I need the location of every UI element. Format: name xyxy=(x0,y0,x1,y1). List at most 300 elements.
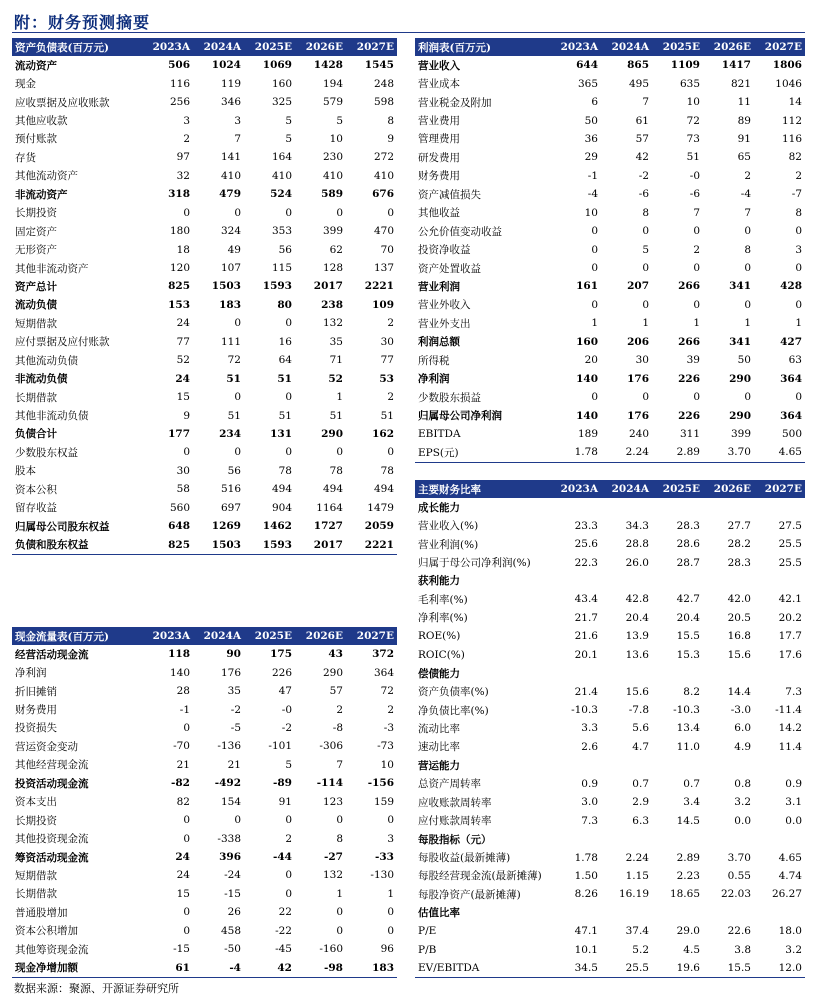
row-label: 净利润 xyxy=(418,373,450,386)
cell-value: 18 xyxy=(176,243,190,256)
table-row xyxy=(415,590,805,608)
cell-value: 506 xyxy=(168,59,190,72)
table-row xyxy=(12,56,397,74)
row-label: 营业费用 xyxy=(418,115,460,128)
cell-value: -7 xyxy=(791,188,802,201)
table-row xyxy=(415,185,805,203)
row-label: P/E xyxy=(418,925,437,938)
cell-value: 10 xyxy=(584,206,598,219)
cell-value: 24 xyxy=(176,317,190,330)
cell-value: 37.4 xyxy=(625,925,649,938)
cell-value: 42 xyxy=(244,958,295,977)
cell-value: 0 xyxy=(591,243,598,256)
table-row xyxy=(12,940,397,958)
row-label: 净利润 xyxy=(15,667,47,680)
cell-value: 73 xyxy=(686,132,700,145)
table-row xyxy=(415,443,805,462)
cell-value: 3.4 xyxy=(683,796,700,809)
cell-value: 116 xyxy=(781,132,802,145)
row-label: ROIC(%) xyxy=(418,648,465,661)
cell-value: 8 xyxy=(642,206,649,219)
cell-value: -15 xyxy=(173,943,190,956)
cell-value: 9 xyxy=(387,132,394,145)
row-label: 偿债能力 xyxy=(418,667,460,680)
row-label: 筹资活动现金流 xyxy=(15,851,89,864)
year-header: 2027E xyxy=(346,627,397,645)
cell-value: 16.8 xyxy=(727,630,751,643)
cell-value: 14.4 xyxy=(727,685,751,698)
row-label: 短期借款 xyxy=(15,869,57,882)
cell-value: -4 xyxy=(740,188,751,201)
cell-value: 51 xyxy=(329,409,343,422)
table-row xyxy=(415,333,805,351)
income-statement-table xyxy=(415,38,805,463)
cell-value xyxy=(754,498,805,516)
cell-value: 248 xyxy=(373,77,394,90)
cell-value: 15 xyxy=(176,391,190,404)
cell-value: 11.4 xyxy=(778,740,802,753)
row-label: 经营活动现金流 xyxy=(15,648,89,661)
cell-value: 1503 xyxy=(193,535,244,554)
cell-value: 0 xyxy=(591,298,598,311)
cell-value: 82 xyxy=(176,795,190,808)
cell-value: 1 xyxy=(387,887,394,900)
year-header: 2023A xyxy=(142,627,193,645)
table-row xyxy=(12,462,397,480)
cell-value: 161 xyxy=(576,280,598,293)
cell-value: 72 xyxy=(227,354,241,367)
cell-value: 42 xyxy=(635,151,649,164)
cell-value: 13.4 xyxy=(676,722,700,735)
cell-value: 109 xyxy=(372,298,394,311)
cell-value: 7 xyxy=(744,206,751,219)
cell-value: 39 xyxy=(686,354,700,367)
cell-value: 2 xyxy=(693,243,700,256)
row-label: 普通股增加 xyxy=(15,906,68,919)
row-label: 营业收入(%) xyxy=(418,520,479,533)
cell-value: 500 xyxy=(781,427,802,440)
cell-value: 43.4 xyxy=(574,593,598,606)
cell-value: 0 xyxy=(336,906,343,919)
cell-value: 0.9 xyxy=(581,777,598,790)
cell-value: 230 xyxy=(322,151,343,164)
table-row xyxy=(12,517,397,535)
row-label: ROE(%) xyxy=(418,630,461,643)
row-label: 营业利润(%) xyxy=(418,538,479,551)
year-header: 2023A xyxy=(142,38,193,56)
cell-value: 78 xyxy=(329,464,343,477)
cell-value: 27.7 xyxy=(727,519,751,532)
cell-value: -98 xyxy=(295,958,346,977)
cell-value: 6.3 xyxy=(632,814,649,827)
cell-value: 189 xyxy=(577,427,598,440)
cell-value: 0 xyxy=(387,924,394,937)
cell-value: 64 xyxy=(278,354,292,367)
cell-value xyxy=(652,664,703,682)
year-header: 2025E xyxy=(652,480,703,498)
cell-value: 29.0 xyxy=(676,925,700,938)
table-row xyxy=(415,498,805,516)
cell-value: 0 xyxy=(183,721,190,734)
cell-value: 11.0 xyxy=(676,740,700,753)
cell-value: 58 xyxy=(176,483,190,496)
table-header-title: 利润表(百万元) xyxy=(415,38,550,56)
cell-value: 0 xyxy=(795,391,802,404)
table-row xyxy=(12,314,397,332)
cell-value: 8 xyxy=(795,206,802,219)
cell-value: 0 xyxy=(285,814,292,827)
cell-value: 14.5 xyxy=(676,814,700,827)
cell-value: 3.0 xyxy=(581,796,598,809)
cell-value: 1593 xyxy=(244,535,295,554)
table-header-row xyxy=(12,627,397,645)
cell-value: -82 xyxy=(171,777,190,790)
cell-value: 1 xyxy=(336,391,343,404)
cell-value: 365 xyxy=(577,77,598,90)
cell-value: 57 xyxy=(329,685,343,698)
row-label: 现金净增加额 xyxy=(12,958,142,977)
row-label: 投资净收益 xyxy=(418,244,471,257)
cell-value: 0 xyxy=(285,317,292,330)
cell-value: 8 xyxy=(336,832,343,845)
table-row xyxy=(415,848,805,866)
table-row xyxy=(12,167,397,185)
cell-value: 1.78 xyxy=(574,851,598,864)
table-header-row xyxy=(415,480,805,498)
cell-value: 1806 xyxy=(772,59,802,72)
cell-value: 2.9 xyxy=(632,796,649,809)
cell-value: 353 xyxy=(271,225,292,238)
cell-value: 325 xyxy=(271,96,292,109)
table-row xyxy=(12,425,397,443)
cell-value: 29 xyxy=(584,151,598,164)
cell-value: 24 xyxy=(176,869,190,882)
year-header: 2023A xyxy=(550,480,601,498)
row-label: 长期借款 xyxy=(15,888,57,901)
row-label: 资本公积增加 xyxy=(15,925,78,938)
table-row xyxy=(12,204,397,222)
cell-value: 77 xyxy=(176,335,190,348)
cell-value: 272 xyxy=(373,151,394,164)
cell-value: 28.6 xyxy=(676,538,700,551)
cell-value: 0 xyxy=(693,262,700,275)
table-row xyxy=(415,56,805,74)
table-row xyxy=(12,148,397,166)
row-label: 负债和股东权益 xyxy=(12,535,142,554)
row-label: 所得税 xyxy=(418,354,450,367)
row-label: 折旧摊销 xyxy=(15,685,57,698)
cell-value xyxy=(703,664,754,682)
cell-value: 5.6 xyxy=(632,722,649,735)
cell-value: 63 xyxy=(788,354,802,367)
row-label: 归属母公司净利润 xyxy=(418,410,502,423)
table-row xyxy=(12,443,397,461)
cell-value: 42.1 xyxy=(778,593,802,606)
table-row xyxy=(415,609,805,627)
cell-value: 290 xyxy=(729,372,751,385)
cell-value: 904 xyxy=(271,501,292,514)
cell-value: 80 xyxy=(277,298,292,311)
row-label: 营业税金及附加 xyxy=(418,96,492,109)
cell-value: 0 xyxy=(183,906,190,919)
cell-value: -2 xyxy=(281,721,292,734)
cell-value: 19.6 xyxy=(652,959,703,978)
cell-value: 226 xyxy=(678,409,700,422)
cell-value: 82 xyxy=(788,151,802,164)
cell-value: 28.7 xyxy=(676,556,700,569)
cell-value: -0 xyxy=(281,703,292,716)
cell-value: 1 xyxy=(744,317,751,330)
row-label: 留存收益 xyxy=(15,502,57,515)
cell-value: 112 xyxy=(781,114,802,127)
cell-value xyxy=(703,756,754,774)
cell-value: -4 xyxy=(193,958,244,977)
cell-value: 6.0 xyxy=(734,722,751,735)
table-row xyxy=(415,664,805,682)
row-label: 资本公积 xyxy=(15,483,57,496)
cell-value: 2 xyxy=(336,703,343,716)
table-row xyxy=(12,240,397,258)
table-row xyxy=(415,756,805,774)
cell-value: 26.0 xyxy=(625,556,649,569)
cell-value: 140 xyxy=(576,409,598,422)
cell-value: -22 xyxy=(275,924,292,937)
table-row xyxy=(415,682,805,700)
cell-value: 10 xyxy=(686,96,700,109)
cell-value: 3.70 xyxy=(727,851,751,864)
cell-value: 0.0 xyxy=(734,814,751,827)
cell-value: 5.2 xyxy=(632,943,649,956)
cell-value: 644 xyxy=(576,59,598,72)
cell-value: 51 xyxy=(278,409,292,422)
row-label: 财务费用 xyxy=(15,704,57,717)
row-label: 非流动资产 xyxy=(15,188,68,201)
cell-value: 35 xyxy=(329,335,343,348)
cell-value: 16.19 xyxy=(618,888,649,901)
cell-value: 89 xyxy=(737,114,751,127)
cell-value: 399 xyxy=(730,427,751,440)
row-label: 现金 xyxy=(15,78,36,91)
table-row xyxy=(415,719,805,737)
cell-value: -44 xyxy=(273,851,292,864)
cell-value: 2.24 xyxy=(625,851,649,864)
cell-value: 2221 xyxy=(346,535,397,554)
cell-value: 0 xyxy=(183,814,190,827)
table-row xyxy=(12,369,397,387)
cell-value xyxy=(652,904,703,922)
cell-value: 53 xyxy=(379,372,394,385)
cell-value: 1046 xyxy=(775,77,802,90)
cell-value: 341 xyxy=(729,335,751,348)
table-row xyxy=(12,296,397,314)
cell-value: 23.3 xyxy=(574,519,598,532)
table-row xyxy=(415,572,805,590)
cell-value: -0 xyxy=(689,169,700,182)
row-label: 营业外支出 xyxy=(418,317,471,330)
cell-value: 410 xyxy=(220,169,241,182)
row-label: 预付账款 xyxy=(15,133,57,146)
row-label: 资产总计 xyxy=(15,280,57,293)
row-label: 其他投资现金流 xyxy=(15,833,89,846)
cell-value: 207 xyxy=(627,280,649,293)
table-row xyxy=(415,425,805,443)
cell-value: 0 xyxy=(285,869,292,882)
cell-value: 1069 xyxy=(262,59,292,72)
cell-value: 14 xyxy=(788,96,802,109)
cell-value: 4.9 xyxy=(734,740,751,753)
cell-value: 0 xyxy=(642,298,649,311)
table-row xyxy=(415,922,805,940)
cell-value: 175 xyxy=(270,648,292,661)
cell-value: 0 xyxy=(234,317,241,330)
cell-value: -73 xyxy=(377,740,394,753)
cell-value: 51 xyxy=(227,409,241,422)
cell-value: 1.78 xyxy=(550,443,601,462)
table-row xyxy=(12,756,397,774)
cell-value xyxy=(601,498,652,516)
title-divider xyxy=(12,32,805,33)
cell-value: 0 xyxy=(744,391,751,404)
row-label: 总资产周转率 xyxy=(418,778,481,791)
cell-value: 0 xyxy=(285,391,292,404)
cell-value: 318 xyxy=(168,188,190,201)
financial-ratios-table xyxy=(415,480,805,978)
cell-value: 290 xyxy=(322,666,343,679)
cell-value: 42.7 xyxy=(676,593,700,606)
cell-value: 26 xyxy=(227,906,241,919)
row-label: 应收票据及应收账款 xyxy=(15,96,110,109)
cell-value: 30 xyxy=(635,354,649,367)
cell-value: 25.5 xyxy=(778,538,802,551)
cell-value: 0.8 xyxy=(734,777,751,790)
table-header-row xyxy=(12,38,397,56)
cell-value: -33 xyxy=(375,851,394,864)
cell-value: 5 xyxy=(285,114,292,127)
table-row xyxy=(415,959,805,978)
table-row xyxy=(415,388,805,406)
cell-value: 7 xyxy=(693,206,700,219)
cell-value: 0 xyxy=(336,924,343,937)
cell-value: 123 xyxy=(322,795,343,808)
cell-value: 226 xyxy=(678,372,700,385)
cell-value: 3 xyxy=(234,114,241,127)
cell-value xyxy=(703,498,754,516)
cell-value: 579 xyxy=(322,96,343,109)
row-label: 负债合计 xyxy=(15,428,57,441)
cell-value: -6 xyxy=(638,188,649,201)
cell-value: 51 xyxy=(277,372,292,385)
cell-value xyxy=(601,664,652,682)
cell-value: -7.8 xyxy=(628,704,649,717)
cell-value: 176 xyxy=(220,666,241,679)
table-row xyxy=(12,829,397,847)
cell-value: 1593 xyxy=(262,280,292,293)
cell-value: 24 xyxy=(175,851,190,864)
cell-value: 410 xyxy=(373,169,394,182)
cell-value: 266 xyxy=(678,335,700,348)
cell-value: 0 xyxy=(795,298,802,311)
cell-value: 2.89 xyxy=(652,443,703,462)
table-row xyxy=(415,646,805,664)
cell-value: 21.6 xyxy=(574,630,598,643)
cell-value: 290 xyxy=(321,427,343,440)
year-header: 2027E xyxy=(346,38,397,56)
table-row xyxy=(415,775,805,793)
cell-value: 17.7 xyxy=(778,630,802,643)
row-label: 归属于母公司净利润(%) xyxy=(418,557,531,570)
table-row xyxy=(415,93,805,111)
cell-value: 0 xyxy=(591,262,598,275)
row-label: 资产负债率(%) xyxy=(418,686,489,699)
table-row xyxy=(415,259,805,277)
cell-value: 516 xyxy=(220,483,241,496)
cell-value: 0 xyxy=(234,391,241,404)
table-row xyxy=(12,719,397,737)
cell-value: 341 xyxy=(729,280,751,293)
cell-value: 3 xyxy=(183,114,190,127)
row-label: EV/EBITDA xyxy=(415,959,550,978)
cell-value: 3.3 xyxy=(581,722,598,735)
cell-value: 61 xyxy=(142,958,193,977)
cell-value xyxy=(601,830,652,848)
cell-value: 25.6 xyxy=(574,538,598,551)
row-label: 长期借款 xyxy=(15,391,57,404)
cell-value: 2.6 xyxy=(581,740,598,753)
cell-value xyxy=(703,572,754,590)
cell-value: 15.5 xyxy=(676,630,700,643)
cell-value xyxy=(601,756,652,774)
cell-value: 5 xyxy=(336,114,343,127)
cell-value: 0.9 xyxy=(785,777,802,790)
cell-value: 43 xyxy=(328,648,343,661)
cell-value: 0 xyxy=(591,391,598,404)
table-row xyxy=(12,406,397,424)
row-label: 每股净资产(最新摊薄) xyxy=(418,888,521,901)
cell-value: -130 xyxy=(370,869,394,882)
row-label: P/B xyxy=(418,943,437,956)
year-header: 2023A xyxy=(550,38,601,56)
row-label: 每股经营现金流(最新摊薄) xyxy=(418,870,542,883)
year-header: 2024A xyxy=(193,627,244,645)
cell-value: 1 xyxy=(693,317,700,330)
cell-value: 0 xyxy=(387,906,394,919)
table-row xyxy=(12,93,397,111)
cell-value: 0 xyxy=(285,887,292,900)
row-label: 营业成本 xyxy=(418,78,460,91)
row-label: 应付票据及应付账款 xyxy=(15,336,110,349)
table-row xyxy=(415,148,805,166)
cell-value: 91 xyxy=(737,132,751,145)
cell-value: 0.7 xyxy=(683,777,700,790)
row-label: 每股指标（元） xyxy=(418,833,492,846)
cell-value: 3 xyxy=(795,243,802,256)
balance-sheet-table xyxy=(12,38,397,555)
cell-value xyxy=(703,830,754,848)
cell-value: 71 xyxy=(329,354,343,367)
row-label: 其他筹资现金流 xyxy=(15,943,89,956)
cell-value xyxy=(754,756,805,774)
row-label: EPS(元) xyxy=(415,443,550,462)
table-row xyxy=(415,738,805,756)
cell-value: 0.55 xyxy=(727,869,751,882)
cell-value: 0 xyxy=(183,446,190,459)
cell-value: 2 xyxy=(183,132,190,145)
cell-value: -114 xyxy=(316,777,343,790)
table-row xyxy=(415,406,805,424)
table-header-title: 资产负债表(百万元) xyxy=(12,38,142,56)
cell-value: 3.2 xyxy=(785,943,802,956)
cell-value: 8.2 xyxy=(683,685,700,698)
